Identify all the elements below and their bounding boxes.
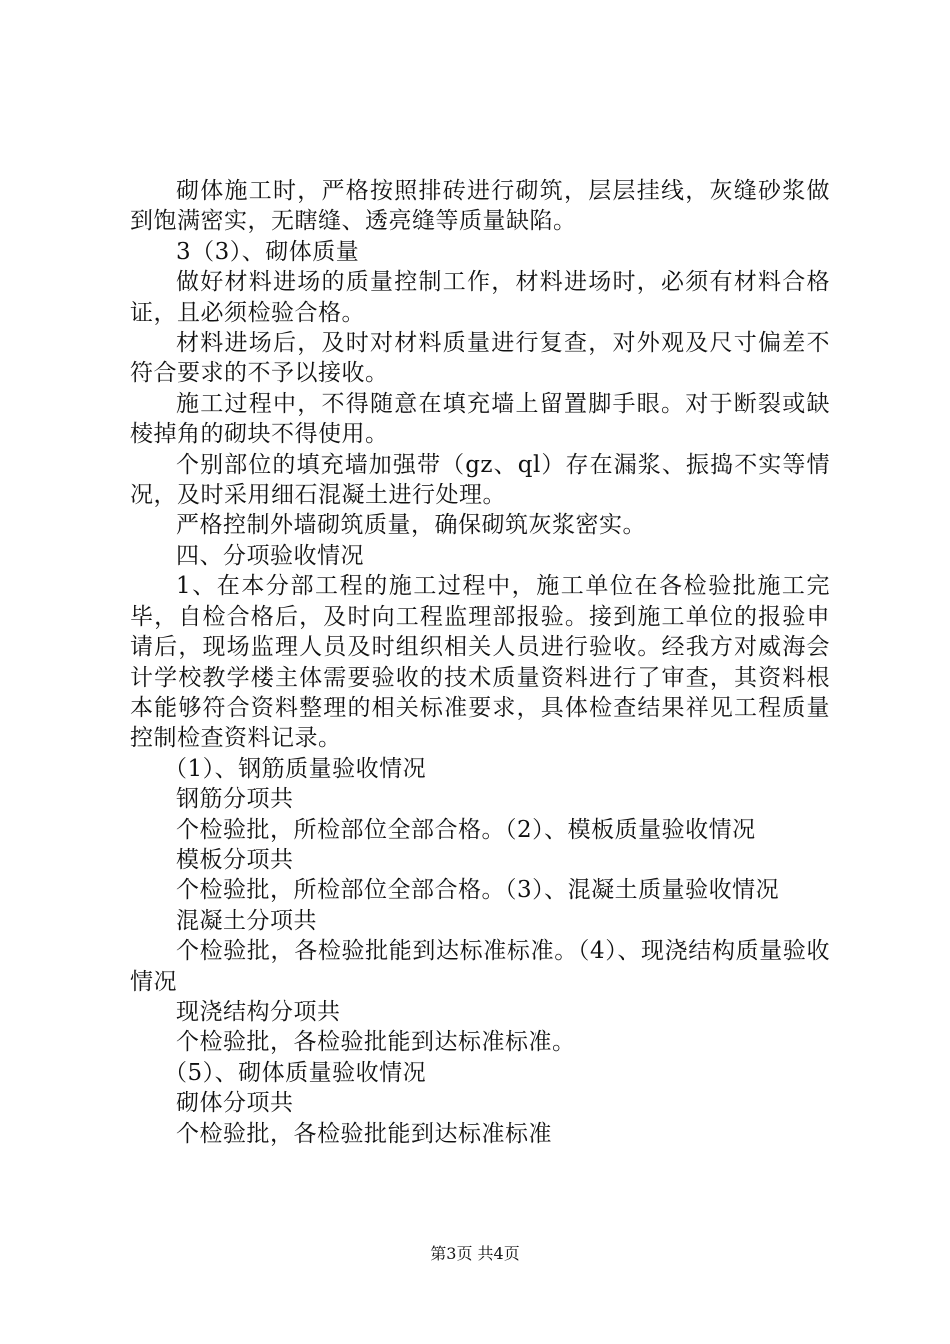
- paragraph: 做好材料进场的质量控制工作，材料进场时，必须有材料合格证，且必须检验合格。: [130, 269, 830, 326]
- paragraph: 砌体分项共: [176, 1090, 294, 1117]
- page-footer: 第3页 共4页: [430, 1244, 520, 1263]
- paragraph: 严格控制外墙砌筑质量，确保砌筑灰浆密实。: [176, 512, 646, 539]
- paragraph: 砌体施工时，严格按照排砖进行砌筑，层层挂线，灰缝砂浆做到饱满密实，无瞎缝、透亮缝等质量缺陷。: [130, 178, 830, 235]
- paragraph: 现浇结构分项共: [176, 998, 341, 1025]
- paragraph: 个检验批，所检部位全部合格。（2）、模板质量验收情况: [176, 816, 756, 843]
- paragraph: 模板分项共: [176, 846, 294, 873]
- paragraph: 个检验批，各检验批能到达标准标准。（4）、现浇结构质量验收情况: [130, 938, 830, 995]
- paragraph: 混凝土分项共: [176, 907, 317, 934]
- paragraph: 个检验批，各检验批能到达标准标准。: [176, 1029, 576, 1056]
- paragraph: 钢筋分项共: [176, 786, 294, 813]
- section-heading: 3（3）、砌体质量: [176, 238, 360, 265]
- paragraph: 施工过程中，不得随意在填充墙上留置脚手眼。对于断裂或缺棱掉角的砌块不得使用。: [130, 390, 830, 448]
- subsection-heading: （5）、砌体质量验收情况: [164, 1059, 427, 1086]
- paragraph: 个检验批，所检部位全部合格。（3）、混凝土质量验收情况: [176, 877, 780, 904]
- document-body: [130, 176, 830, 1149]
- paragraph: 个检验批，各检验批能到达标准标准: [176, 1120, 552, 1147]
- paragraph: 材料进场后，及时对材料质量进行复查，对外观及尺寸偏差不符合要求的不予以接收。: [130, 330, 830, 387]
- section-heading: 四、分项验收情况: [176, 542, 364, 569]
- paragraph: 个别部位的填充墙加强带（gz、ql）存在漏浆、振捣不实等情况，及时采用细石混凝土进行处理。: [130, 451, 830, 509]
- subsection-heading: （1）、钢筋质量验收情况: [164, 755, 427, 782]
- paragraph: 1、在本分部工程的施工过程中，施工单位在各检验批施工完毕，自检合格后，及时向工程监理部报验。接到施工单位的报验申请后，现场监理人员及时组织相关人员进行验收。经我方对威海会计学校教学楼主体需要验收的技术质量资料进行了审查，其资料根本能够符合资料整理的相关标准要求，具体检查结果祥见工程质量控制检查资料记录。: [130, 573, 830, 752]
